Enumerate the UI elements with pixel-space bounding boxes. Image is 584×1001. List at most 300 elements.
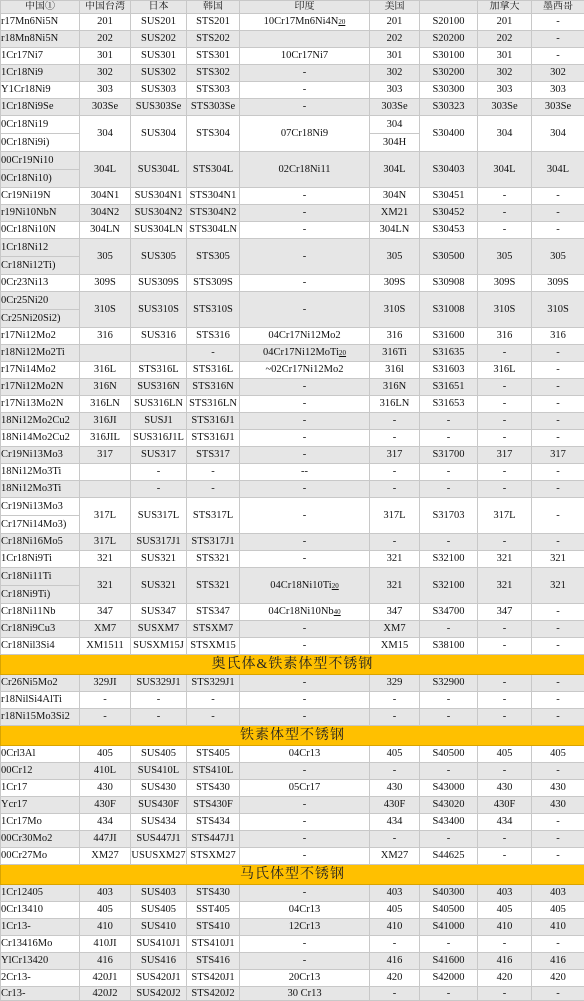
us-grade-cell <box>370 65 420 82</box>
mexico-cell <box>532 292 584 328</box>
header-row <box>1 1 584 14</box>
cell-text: 10Cr17Ni7 <box>280 50 329 61</box>
cell-text: 1Cr12405 <box>1 887 43 898</box>
canada-cell <box>478 99 532 116</box>
table-row <box>1 292 584 328</box>
table-row <box>1 568 584 604</box>
cell-text: 410 <box>550 921 566 932</box>
cell-text: - <box>302 415 307 426</box>
cell-text: 403 <box>386 887 403 898</box>
cell-text: r17Ni12Mo2N <box>1 381 64 392</box>
taiwan-cell <box>80 848 131 865</box>
cell-text: 430 <box>550 799 566 810</box>
cell-text: Y1Cr18Ni9 <box>1 84 51 95</box>
cell-text: 0Crl3Al <box>1 748 36 759</box>
india-cell <box>240 65 370 82</box>
us-uns-cell <box>420 481 478 498</box>
cell-text: S43000 <box>432 782 465 793</box>
cell-text: - <box>556 381 560 392</box>
india-cell <box>240 692 370 709</box>
us-grade-cell <box>370 345 420 362</box>
india-cell <box>240 222 370 239</box>
cell-text: 309S <box>547 277 569 288</box>
india-cell <box>240 797 370 814</box>
taiwan-cell <box>80 430 131 447</box>
china-cell <box>1 797 80 814</box>
japan-cell <box>131 430 187 447</box>
cell-text: - <box>302 694 307 705</box>
india-cell <box>240 814 370 831</box>
cell-text: - <box>502 677 507 688</box>
china-cell <box>1 746 80 763</box>
cell-text: - <box>446 694 451 705</box>
cell-text: 410 <box>386 921 403 932</box>
us-grade-cell <box>370 638 420 655</box>
header-cell: 加拿大 <box>478 1 532 14</box>
cell-text: USUSXM27 <box>131 850 186 861</box>
canada-cell <box>478 621 532 638</box>
korea-cell <box>187 447 240 464</box>
cell-text: S44625 <box>432 850 465 861</box>
canada-cell <box>478 551 532 568</box>
japan-cell <box>131 464 187 481</box>
cell-text: - <box>556 765 560 776</box>
us-grade-cell <box>370 188 420 205</box>
cell-text: STS316L <box>138 364 179 375</box>
us-grade-cell <box>370 396 420 413</box>
cell-text: - <box>302 101 307 112</box>
cell-text: STSXM27 <box>190 850 236 861</box>
korea-cell <box>187 481 240 498</box>
cell-text: - <box>302 677 307 688</box>
taiwan-cell <box>80 82 131 99</box>
cell-text: STS304L <box>192 163 234 175</box>
table-row <box>1 498 584 534</box>
taiwan-cell <box>80 379 131 396</box>
cell-text: - <box>502 694 507 705</box>
cell-text: 410L <box>93 765 117 776</box>
cell-text: 309S <box>94 277 116 288</box>
cell-text: - <box>556 623 560 634</box>
cell-text: - <box>502 207 507 218</box>
cell-text: STS420J1 <box>191 972 235 983</box>
cell-text: 304 <box>97 127 113 139</box>
cell-text: - <box>556 33 560 44</box>
us-uns-cell <box>420 31 478 48</box>
table-row <box>1 152 584 188</box>
india-cell <box>240 205 370 222</box>
cell-text: 316l <box>385 364 404 375</box>
taiwan-cell <box>80 31 131 48</box>
table-row <box>1 396 584 413</box>
cell-text: r18Ni15Mo3Si2 <box>1 711 70 722</box>
cell-text: - <box>556 207 560 218</box>
cell-text: 304L <box>93 163 117 175</box>
us-uns-cell <box>420 222 478 239</box>
korea-cell <box>187 14 240 31</box>
table-row <box>1 430 584 447</box>
cell-text: 1Cr13- <box>1 921 31 932</box>
mexico-cell <box>532 797 584 814</box>
cell-text: 420 <box>496 972 513 983</box>
cell-text: - <box>556 347 560 358</box>
cell-text: S38100 <box>432 640 465 651</box>
cell-text: S40500 <box>432 748 465 759</box>
canada-cell <box>478 534 532 551</box>
cell-text: - <box>211 347 215 358</box>
us-uns-cell <box>420 551 478 568</box>
cell-text: 420 <box>550 972 566 983</box>
cell-text: 304LN <box>379 224 410 235</box>
cell-text: - <box>502 347 507 358</box>
cell-text: 310S <box>547 303 569 315</box>
cell-text: SUS317 <box>140 449 176 460</box>
cell-text: SUS410 <box>140 921 176 932</box>
cell-text: 301 <box>97 50 113 61</box>
china-cell <box>1 568 80 604</box>
canada-cell <box>478 430 532 447</box>
us-uns-cell <box>420 396 478 413</box>
cell-text: - <box>302 833 307 844</box>
table-row <box>1 953 584 970</box>
us-grade-cell <box>370 447 420 464</box>
us-grade-cell <box>370 379 420 396</box>
cell-text: STS416 <box>196 955 230 966</box>
mexico-cell <box>532 936 584 953</box>
cell-text: 403 <box>496 887 513 898</box>
cell-text: 347 <box>496 606 513 617</box>
cell-text: - <box>446 938 451 949</box>
cell-text: 309S <box>383 277 406 288</box>
korea-cell <box>187 551 240 568</box>
india-cell <box>240 430 370 447</box>
india-cell <box>240 362 370 379</box>
taiwan-cell <box>80 396 131 413</box>
cell-text: - <box>392 432 397 443</box>
china-cell <box>1 362 80 379</box>
cell-text: - <box>302 277 307 288</box>
cell-text: 304 <box>550 127 566 139</box>
cell-text: S32100 <box>432 579 465 591</box>
section-title: 铁素体型不锈钢 <box>1 726 584 746</box>
us-uns-cell <box>420 413 478 430</box>
cell-text: - <box>392 765 397 776</box>
india-cell <box>240 188 370 205</box>
cell-text: 420 <box>386 972 403 983</box>
cell-text: - <box>446 432 451 443</box>
canada-cell <box>478 413 532 430</box>
footnote-marker: 20 <box>339 349 347 357</box>
table-row <box>1 222 584 239</box>
cell-text: 405 <box>496 748 513 759</box>
china-cell <box>1 464 80 481</box>
cell-text: STS201 <box>196 16 230 27</box>
us-grade-cell <box>370 362 420 379</box>
taiwan-cell <box>80 919 131 936</box>
korea-cell <box>187 953 240 970</box>
korea-cell <box>187 534 240 551</box>
india-cell <box>240 604 370 621</box>
cell-text: - <box>302 623 307 634</box>
korea-cell <box>187 780 240 797</box>
canada-cell <box>478 498 532 534</box>
us-grade-cell <box>370 116 420 152</box>
table-row <box>1 534 584 551</box>
cell-text: 317 <box>386 449 403 460</box>
mexico-cell <box>532 82 584 99</box>
india-cell <box>240 953 370 970</box>
cell-text: - <box>446 483 451 494</box>
japan-cell <box>131 116 187 152</box>
cell-text: 317L <box>493 509 516 521</box>
japan-cell <box>131 780 187 797</box>
cell-text: S30100 <box>432 50 465 61</box>
mexico-cell <box>532 430 584 447</box>
cell-text: STS303 <box>196 84 230 95</box>
china-cell <box>1 638 80 655</box>
canada-cell <box>478 275 532 292</box>
cell-text: 302 <box>97 67 113 78</box>
taiwan-cell <box>80 638 131 655</box>
japan-cell <box>131 188 187 205</box>
mexico-cell <box>532 831 584 848</box>
cell-line: Cr18Ni9Ti) <box>1 585 79 603</box>
taiwan-cell <box>80 205 131 222</box>
us-grade-cell <box>370 763 420 780</box>
table-row <box>1 746 584 763</box>
china-cell <box>1 188 80 205</box>
mexico-cell <box>532 65 584 82</box>
cell-text: 18Ni12Mo3Ti <box>1 483 62 494</box>
us-grade-cell <box>370 498 420 534</box>
canada-cell <box>478 188 532 205</box>
cell-text: SUS316N <box>137 381 180 392</box>
us-uns-cell <box>420 498 478 534</box>
cell-text: 00Cr30Mo2 <box>1 833 53 844</box>
cell-text: SUSJ1 <box>144 415 173 426</box>
cell-text: - <box>556 536 560 547</box>
cell-text: 201 <box>386 16 403 27</box>
us-uns-cell <box>420 205 478 222</box>
mexico-cell <box>532 152 584 188</box>
mexico-cell <box>532 464 584 481</box>
japan-cell <box>131 345 187 362</box>
china-cell <box>1 31 80 48</box>
japan-cell <box>131 848 187 865</box>
india-cell <box>240 292 370 328</box>
cell-text: 201 <box>496 16 513 27</box>
cell-text: 317L <box>93 509 117 521</box>
cell-text: STS434 <box>196 816 230 827</box>
cell-text: - <box>302 765 307 776</box>
us-grade-cell <box>370 152 420 188</box>
cell-text: 321 <box>550 553 566 564</box>
cell-text: STS304N2 <box>189 207 237 218</box>
us-grade-cell <box>370 222 420 239</box>
cell-line: 00Cr19Ni10 <box>1 155 54 166</box>
cell-text: 316N <box>93 381 117 392</box>
cell-line: Cr18Ni12Ti) <box>1 256 79 274</box>
us-uns-cell <box>420 362 478 379</box>
cell-text: STS309S <box>193 277 233 288</box>
mexico-cell <box>532 379 584 396</box>
japan-cell <box>131 82 187 99</box>
cell-text: - <box>502 381 507 392</box>
cell-text: 405 <box>97 748 113 759</box>
cell-text: - <box>392 466 397 477</box>
korea-cell <box>187 292 240 328</box>
cell-text: 430F <box>383 799 406 810</box>
cell-text: - <box>446 833 451 844</box>
canada-cell <box>478 396 532 413</box>
cell-text: 347 <box>97 606 113 617</box>
cell-text: r18Mn8Ni5N <box>1 33 59 44</box>
taiwan-cell <box>80 692 131 709</box>
canada-cell <box>478 292 532 328</box>
cell-text: SUS301 <box>140 50 176 61</box>
header-cell: 韩国 <box>187 1 240 14</box>
china-cell <box>1 447 80 464</box>
cell-text: - <box>392 415 397 426</box>
cell-text: 405 <box>550 904 566 915</box>
table-row <box>1 205 584 222</box>
korea-cell <box>187 65 240 82</box>
cell-text: XM7 <box>383 623 406 634</box>
cell-text: SUS434 <box>140 816 176 827</box>
us-grade-cell <box>370 328 420 345</box>
cell-text: S31700 <box>432 449 465 460</box>
table-row <box>1 551 584 568</box>
cell-text: S31635 <box>432 347 465 358</box>
cell-text: - <box>556 850 560 861</box>
mexico-cell <box>532 396 584 413</box>
cell-text: r17Ni13Mo2N <box>1 398 64 409</box>
us-grade-cell <box>370 551 420 568</box>
us-grade-cell <box>370 205 420 222</box>
cell-text: 405 <box>386 748 403 759</box>
cell-text: 434 <box>97 816 113 827</box>
cell-text: - <box>502 987 507 999</box>
cell-text: 405 <box>496 904 513 915</box>
cell-text: STS305 <box>196 250 230 262</box>
cell-text: - <box>302 955 307 966</box>
us-uns-cell <box>420 763 478 780</box>
us-uns-cell <box>420 345 478 362</box>
cell-text: 304 <box>496 127 513 139</box>
cell-text: - <box>302 432 307 443</box>
us-uns-cell <box>420 48 478 65</box>
japan-cell <box>131 152 187 188</box>
canada-cell <box>478 692 532 709</box>
cell-text: 430 <box>386 782 403 793</box>
cell-text: 302 <box>550 67 566 78</box>
korea-cell <box>187 362 240 379</box>
mexico-cell <box>532 362 584 379</box>
korea-cell <box>187 797 240 814</box>
section-title: 奥氏体&铁素体型不锈钢 <box>1 655 584 675</box>
taiwan-cell <box>80 464 131 481</box>
cell-text: STS301 <box>196 50 230 61</box>
table-row <box>1 464 584 481</box>
india-cell <box>240 621 370 638</box>
cell-text: 0Cr23Ni13 <box>1 277 49 288</box>
us-grade-cell <box>370 848 420 865</box>
cell-line: 304 <box>386 119 403 130</box>
cell-text: 305 <box>550 250 566 262</box>
japan-cell <box>131 987 187 1001</box>
cell-text: 2Cr13- <box>1 972 31 983</box>
mexico-cell <box>532 885 584 902</box>
mexico-cell <box>532 328 584 345</box>
us-uns-cell <box>420 814 478 831</box>
us-uns-cell <box>420 709 478 726</box>
china-cell <box>1 481 80 498</box>
cell-text: - <box>502 432 507 443</box>
cell-text: - <box>302 711 307 722</box>
cell-text: STS316LN <box>189 398 237 409</box>
india-cell <box>240 239 370 275</box>
cell-text: - <box>302 84 307 95</box>
cell-text: STS316 <box>196 330 230 341</box>
mexico-cell <box>532 970 584 987</box>
cell-text: r18Ni12Mo2Ti <box>1 347 65 358</box>
cell-text: 309S <box>493 277 516 288</box>
taiwan-cell <box>80 953 131 970</box>
cell-text: 310S <box>94 303 116 315</box>
cell-text: S30452 <box>432 207 465 218</box>
india-cell <box>240 14 370 31</box>
canada-cell <box>478 362 532 379</box>
mexico-cell <box>532 14 584 31</box>
india-cell <box>240 275 370 292</box>
cell-text: 416 <box>97 955 113 966</box>
cell-text: SUS420J1 <box>136 972 181 983</box>
india-cell <box>240 481 370 498</box>
cell-line: Cr25Ni20Si2) <box>1 309 79 327</box>
mexico-cell <box>532 239 584 275</box>
cell-text: 1Cr17 <box>1 782 28 793</box>
cell-text: 430 <box>496 782 513 793</box>
cell-text: STS317J1 <box>191 536 235 547</box>
table-row <box>1 848 584 865</box>
india-cell <box>240 551 370 568</box>
taiwan-cell <box>80 292 131 328</box>
cell-text: STS321 <box>196 579 230 591</box>
korea-cell <box>187 814 240 831</box>
mexico-cell <box>532 275 584 292</box>
india-cell <box>240 99 370 116</box>
cell-text: - <box>156 483 161 494</box>
cell-text: - <box>446 765 451 776</box>
cell-text: SUS329J1 <box>136 677 181 688</box>
korea-cell <box>187 568 240 604</box>
table-row <box>1 987 584 1001</box>
us-grade-cell <box>370 797 420 814</box>
us-grade-cell <box>370 568 420 604</box>
china-cell <box>1 345 80 362</box>
india-cell <box>240 31 370 48</box>
cell-text: 420J1 <box>92 972 118 983</box>
korea-cell <box>187 430 240 447</box>
cell-text: - <box>556 816 560 827</box>
china-cell <box>1 396 80 413</box>
cell-text: 04Cr17Ni12Mo2 <box>268 330 341 341</box>
japan-cell <box>131 568 187 604</box>
cell-text: - <box>502 938 507 949</box>
korea-cell <box>187 396 240 413</box>
cell-text: - <box>302 207 307 218</box>
cell-text: STS410J1 <box>191 938 235 949</box>
